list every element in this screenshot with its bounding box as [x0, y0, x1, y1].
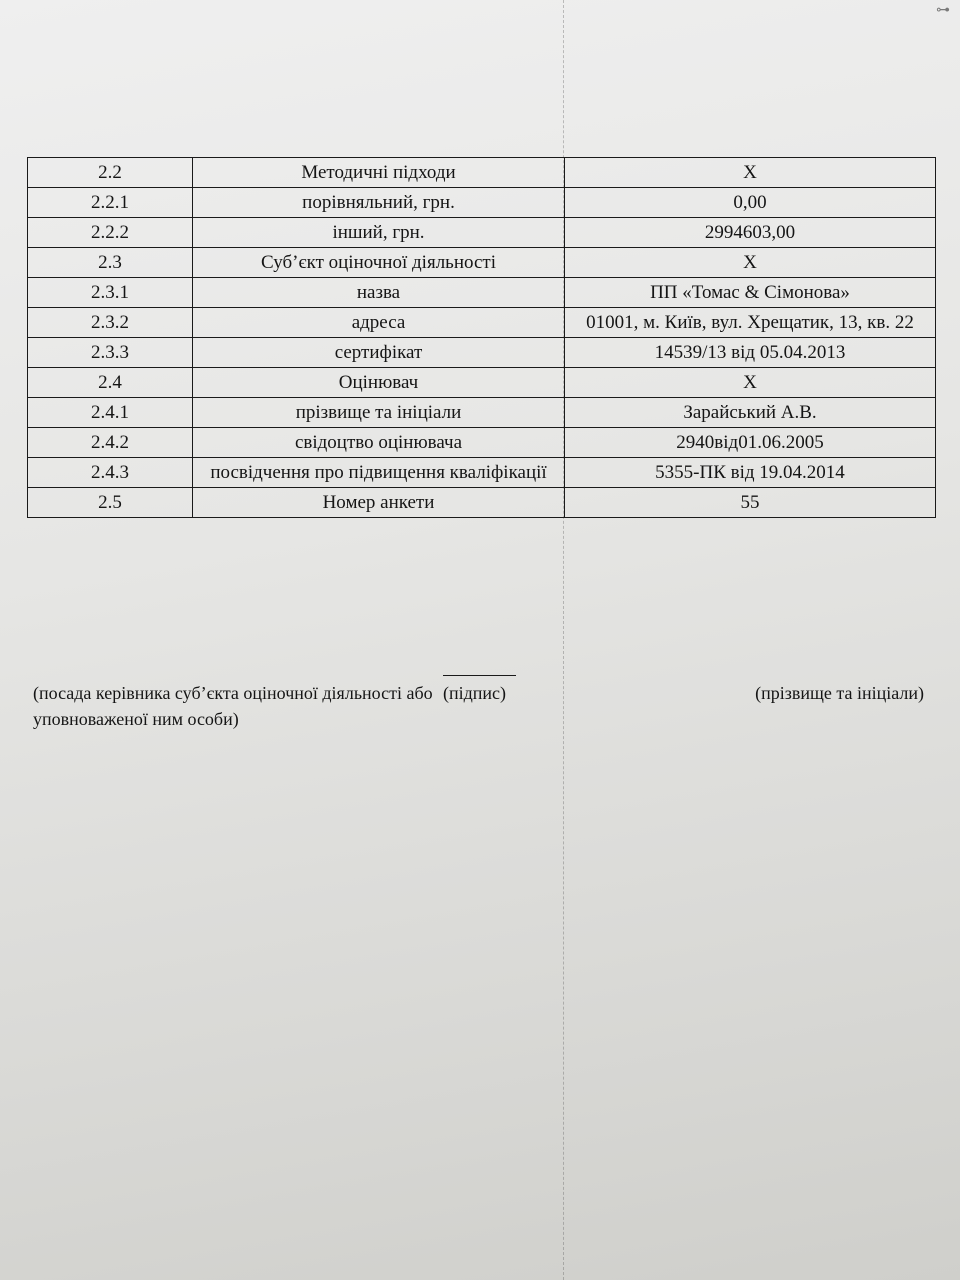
row-label: сертифікат [193, 338, 565, 368]
signature-caption: (підпис) [443, 683, 507, 703]
table-row [28, 428, 936, 458]
row-label: Суб’єкт оціночної діяльності [193, 248, 565, 278]
row-number: 2.2.2 [28, 218, 193, 248]
row-label: назва [193, 278, 565, 308]
row-value: 2994603,00 [565, 218, 936, 248]
table-row [28, 338, 936, 368]
corner-mark-icon: ⊶ [936, 2, 950, 18]
row-number: 2.5 [28, 488, 193, 518]
table-row [28, 488, 936, 518]
row-value: 14539/13 від 05.04.2013 [565, 338, 936, 368]
position-caption: (посада керівника суб’єкта оціночної діяльності або уповноваженої ним особи) [33, 683, 433, 729]
row-number: 2.3 [28, 248, 193, 278]
row-value: 55 [565, 488, 936, 518]
row-label: адреса [193, 308, 565, 338]
appraisal-table [27, 157, 936, 518]
table-row [28, 248, 936, 278]
row-label: Оцінювач [193, 368, 565, 398]
row-value: Х [565, 248, 936, 278]
row-value: 0,00 [565, 188, 936, 218]
table-row [28, 188, 936, 218]
table-body [28, 158, 936, 518]
row-number: 2.4.2 [28, 428, 193, 458]
row-value: Х [565, 158, 936, 188]
row-number: 2.3.1 [28, 278, 193, 308]
row-label: Методичні підходи [193, 158, 565, 188]
row-value: 2940від01.06.2005 [565, 428, 936, 458]
table-row [28, 218, 936, 248]
name-caption: (прізвище та ініціали) [755, 683, 924, 703]
signature-block [0, 670, 960, 750]
row-number: 2.3.2 [28, 308, 193, 338]
row-label: порівняльний, грн. [193, 188, 565, 218]
row-number: 2.4.3 [28, 458, 193, 488]
row-number: 2.2 [28, 158, 193, 188]
row-number: 2.2.1 [28, 188, 193, 218]
row-label: інший, грн. [193, 218, 565, 248]
row-value: Зарайський А.В. [565, 398, 936, 428]
table-row [28, 368, 936, 398]
table-row [28, 398, 936, 428]
row-value: ПП «Томас & Сімонова» [565, 278, 936, 308]
table-row [28, 308, 936, 338]
row-value: 01001, м. Київ, вул. Хрещатик, 13, кв. 22 [565, 308, 936, 338]
row-value: 5355-ПК від 19.04.2014 [565, 458, 936, 488]
row-label: Номер анкети [193, 488, 565, 518]
table-row [28, 158, 936, 188]
table-row [28, 278, 936, 308]
row-number: 2.4.1 [28, 398, 193, 428]
row-label: прізвище та ініціали [193, 398, 565, 428]
signature-line [443, 675, 516, 676]
table-row [28, 458, 936, 488]
row-number: 2.3.3 [28, 338, 193, 368]
row-label: свідоцтво оцінювача [193, 428, 565, 458]
row-label: посвідчення про підвищення кваліфікації [193, 458, 565, 488]
row-number: 2.4 [28, 368, 193, 398]
row-value: Х [565, 368, 936, 398]
